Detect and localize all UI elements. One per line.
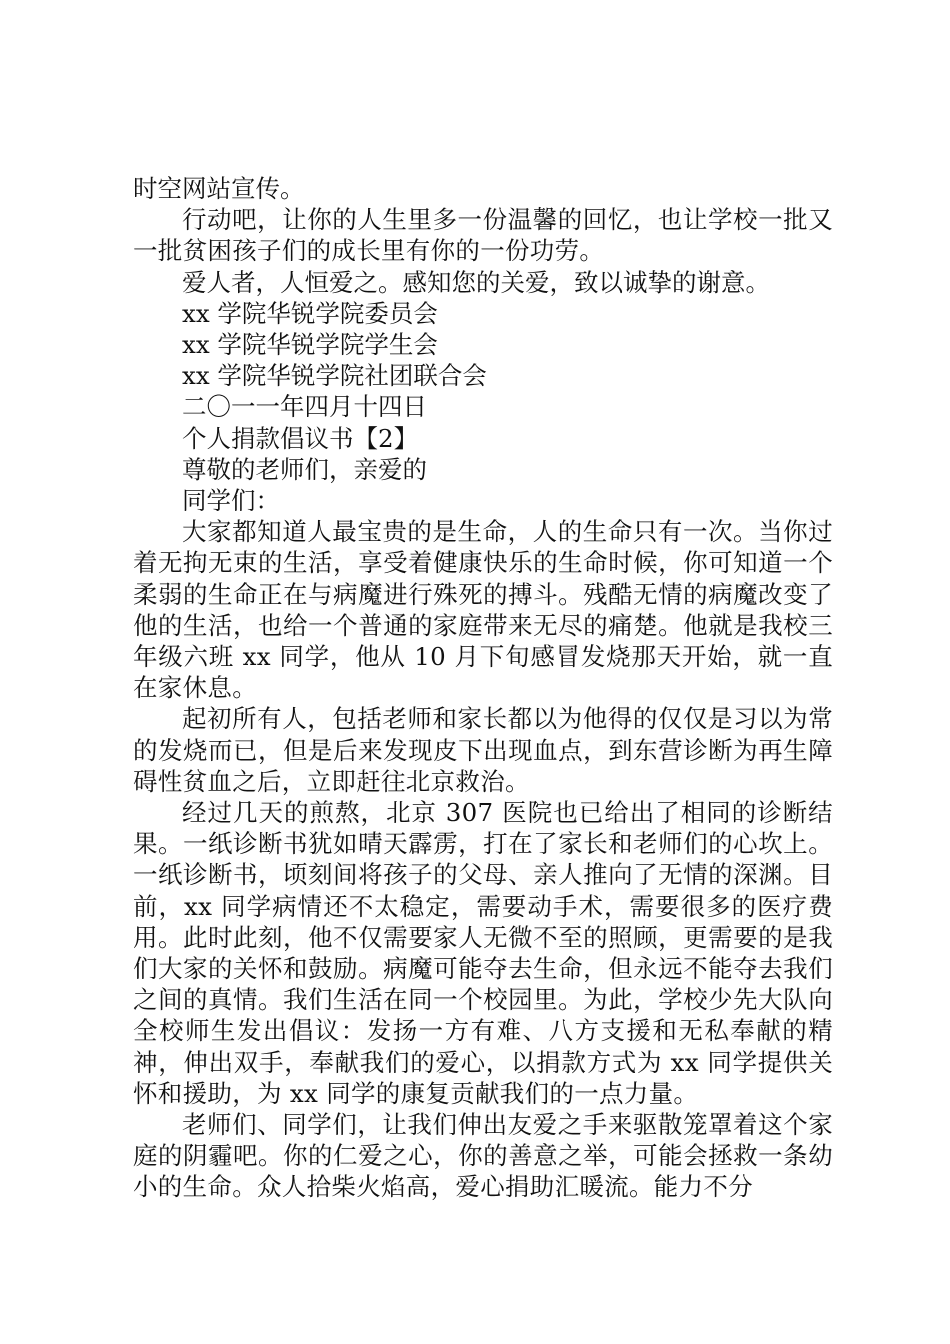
signature-date: 二〇一一年四月十四日 [182, 392, 427, 422]
section-title: 个人捐款倡议书【2】 [182, 423, 419, 453]
signature-club-federation: xx 学院华锐学院社团联合会 [182, 361, 487, 391]
signature-committee: xx 学院华锐学院委员会 [182, 298, 438, 328]
document-body [133, 173, 833, 1203]
text-line: 时空网站宣传。 [133, 174, 305, 203]
paragraph-diagnosis: 起初所有人，包括老师和家长都以为他得的仅仅是习以为常的发烧而已，但是后来发现皮下出现血点，到东营诊断为再生障碍性贫血之后，立即赶往北京救治。 [133, 704, 833, 796]
paragraph-action: 行动吧，让你的人生里多一份温馨的回忆，也让学校一批又一批贫困孩子们的成长里有你的一份功劳。 [133, 205, 833, 266]
paragraph-call-to-action: 老师们、同学们，让我们伸出友爱之手来驱散笼罩着这个家庭的阴霾吧。你的仁爱之心，你的善意之举，可能会拯救一条幼小的生命。众人拾柴火焰高，爱心捐助汇暖流。能力不分 [133, 1109, 833, 1202]
salutation-line-1: 尊敬的老师们，亲爱的 [182, 454, 427, 484]
signature-student-union: xx 学院华锐学院学生会 [182, 329, 438, 359]
salutation-line-2: 同学们： [182, 485, 280, 515]
paragraph-situation: 大家都知道人最宝贵的是生命，人的生命只有一次。当你过着无拘无束的生活，享受着健康快乐的生命时候，你可知道一个柔弱的生命正在与病魔进行殊死的搏斗。残酷无情的病魔改变了他的生活，也给一个普通的家庭带来无尽的痛楚。他就是我校三年级六班 xx 同学，他从 10 月下旬感冒发烧那天开始，就一直在家休息。 [133, 517, 833, 703]
paragraph-appeal: 经过几天的煎熬，北京 307 医院也已给出了相同的诊断结果。一纸诊断书犹如晴天霹雳，打在了家长和老师们的心坎上。一纸诊断书，顷刻间将孩子的父母、亲人推向了无情的深渊。目前，xx 同学病情还不太稳定，需要动手术，需要很多的医疗费用。此时此刻，他不仅需要家人无微不至的照顾，更需要的是我们大家的关怀和鼓励。病魔可能夺去生命，但永远不能夺去我们之间的真情。我们生活在同一个校园里。为此，学校少先大队向全校师生发出倡议：发扬一方有难、八方支援和无私奉献的精神，伸出双手，奉献我们的爱心，以捐款方式为 xx 同学提供关怀和援助，为 xx 同学的康复贡献我们的一点力量。 [133, 797, 833, 1108]
closing-thanks: 爱人者，人恒爱之。感知您的关爱，致以诚挚的谢意。 [182, 267, 770, 297]
